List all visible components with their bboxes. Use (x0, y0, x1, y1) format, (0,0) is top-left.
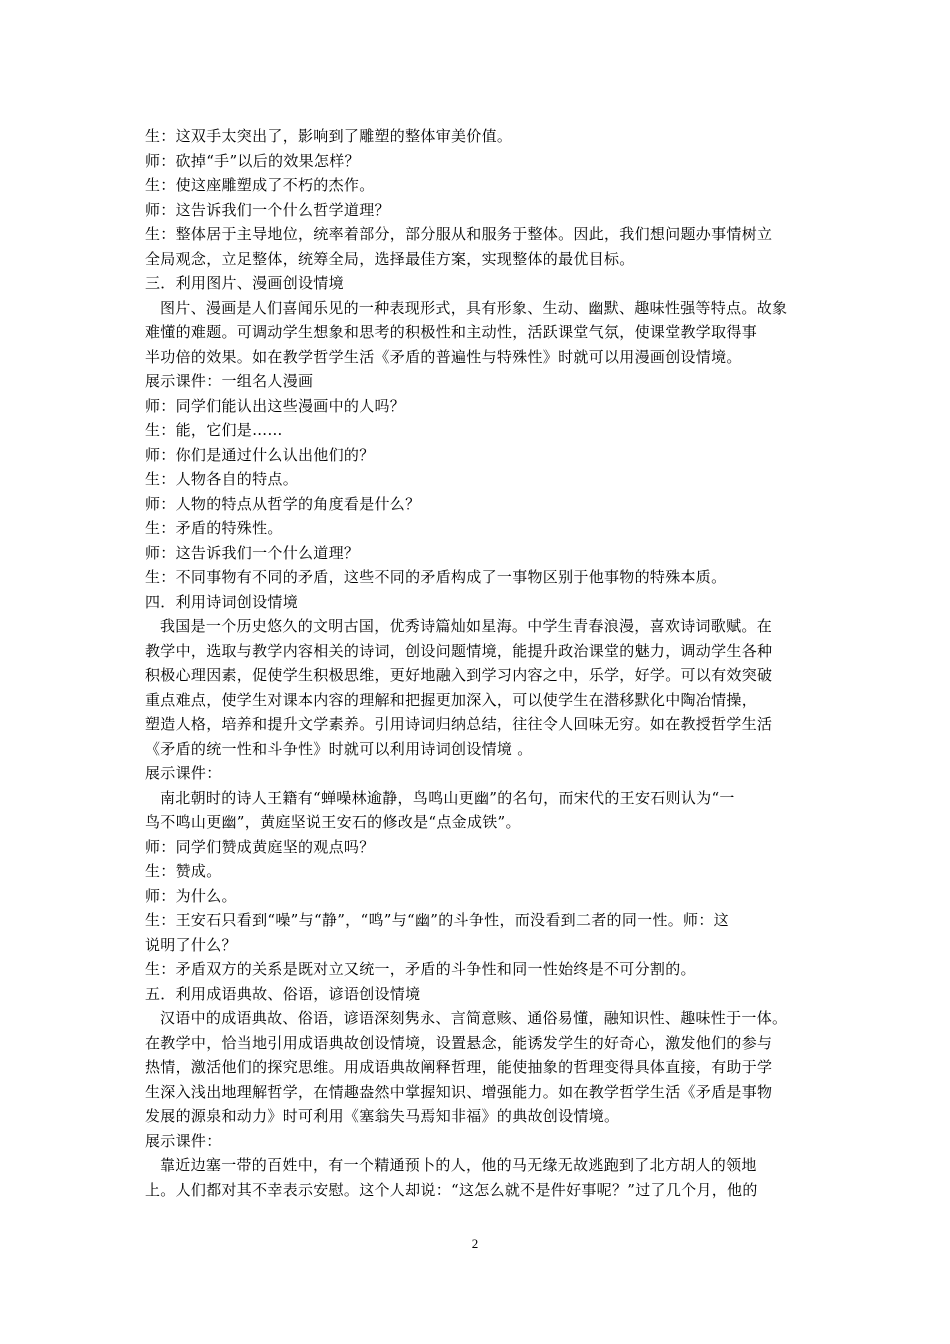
paragraph-line: 塑造人格，培养和提升文学素养。引用诗词归纳总结，往往令人回味无穷。如在教授哲学生活 (145, 715, 773, 733)
page-number: 2 (471, 1236, 479, 1251)
paragraph-line: 《矛盾的统一性和斗争性》时就可以利用诗词创设情境 。 (145, 739, 533, 758)
paragraph-line: 鸟不鸣山更幽”，黄庭坚说王安石的修改是“点金成铁”。 (145, 813, 521, 831)
paragraph-line: 难懂的难题。可调动学生想象和思考的积极性和主动性，活跃课堂气氛，使课堂教学取得事 (145, 323, 758, 341)
text-line: 展示课件：一组名人漫画 (145, 372, 314, 390)
text-line: 师：人物的特点从哲学的角度看是什么？ (145, 494, 421, 513)
paragraph-line: 热情，激活他们的探究思维。用成语典故阐释哲理，能使抽象的哲理变得具体直接，有助于学 (145, 1058, 773, 1076)
section-heading: 四．利用诗词创设情境 (145, 592, 299, 611)
text-line: 全局观念，立足整体，统筹全局，选择最佳方案，实现整体的最优目标。 (145, 249, 635, 268)
text-line: 师：你们是通过什么认出他们的？ (145, 445, 375, 464)
text-line: 展示课件： (145, 1131, 222, 1150)
text-line: 生：矛盾双方的关系是既对立又统一，矛盾的斗争性和同一性始终是不可分割的。 (145, 960, 696, 978)
text-line: 生：使这座雕塑成了不朽的杰作。 (145, 176, 375, 194)
text-line: 师：同学们能认出这些漫画中的人吗？ (145, 396, 406, 415)
text-line: 生：这双手太突出了，影响到了雕塑的整体审美价值。 (145, 127, 513, 145)
text-line: 生：王安石只看到“噪”与“静”，“鸣”与“幽”的斗争性，而没看到二者的同一性。师：这 (145, 911, 729, 929)
text-line: 师：为什么。 (145, 886, 237, 905)
paragraph-line: 重点难点，使学生对课本内容的理解和把握更加深入，可以使学生在潜移默化中陶冶情操， (145, 690, 758, 709)
paragraph-line: 我国是一个历史悠久的文明古国，优秀诗篇灿如星海。中学生青春浪漫，喜欢诗词歌赋。在 (160, 617, 773, 635)
paragraph-line: 汉语中的成语典故、俗语，谚语深刻隽永、言简意赅、通俗易懂，融知识性、趣味性于一体。 (160, 1009, 788, 1027)
text-line: 展示课件： (145, 764, 222, 782)
text-line: 生：能，它们是…… (145, 421, 283, 439)
paragraph-line: 上。人们都对其不幸表示安慰。这个人却说：“这怎么就不是件好事呢？”过了几个月，他的 (145, 1180, 758, 1199)
text-line: 生：整体居于主导地位，统率着部分，部分服从和服务于整体。因此，我们想问题办事情树立 (145, 225, 773, 243)
paragraph-line: 图片、漫画是人们喜闻乐见的一种表现形式，具有形象、生动、幽默、趣味性强等特点。故象 (160, 298, 788, 317)
text-line: 说明了什么？ (145, 935, 237, 954)
text-line: 生：赞成。 (145, 862, 222, 880)
paragraph-line: 发展的源泉和动力》时可利用《塞翁失马焉知非福》的典故创设情境。 (145, 1107, 620, 1125)
paragraph-line: 生深入浅出地理解哲学，在情趣盎然中掌握知识、增强能力。如在教学哲学生活《矛盾是事物 (145, 1082, 773, 1101)
text-line: 师：这告诉我们一个什么道理？ (145, 543, 360, 562)
paragraph-line: 半功倍的效果。如在教学哲学生活《矛盾的普遍性与特殊性》时就可以用漫画创设情境。 (145, 347, 742, 366)
text-line: 师：砍掉“手”以后的效果怎样？ (145, 151, 360, 170)
paragraph-line: 靠近边塞一带的百姓中，有一个精通预卜的人，他的马无缘无故逃跑到了北方胡人的领地 (160, 1156, 757, 1174)
text-line: 生：人物各自的特点。 (145, 470, 299, 488)
section-heading: 三．利用图片、漫画创设情境 (145, 274, 344, 292)
page-body (145, 124, 809, 1202)
text-line: 师：同学们赞成黄庭坚的观点吗？ (145, 837, 375, 856)
text-line: 师：这告诉我们一个什么哲学道理？ (145, 200, 390, 219)
section-heading: 五．利用成语典故、俗语，谚语创设情境 (145, 984, 421, 1003)
text-line: 生：不同事物有不同的矛盾，这些不同的矛盾构成了一事物区别于他事物的特殊本质。 (145, 568, 727, 586)
paragraph-line: 积极心理因素，促使学生积极思维，更好地融入到学习内容之中，乐学，好学。可以有效突破 (145, 666, 773, 684)
text-line: 生：矛盾的特殊性。 (145, 519, 283, 537)
paragraph-line: 教学中，选取与教学内容相关的诗词，创设问题情境，能提升政治课堂的魅力，调动学生各种 (145, 641, 773, 660)
paragraph-line: 在教学中，恰当地引用成语典故创设情境，设置悬念，能诱发学生的好奇心，激发他们的参与 (145, 1033, 773, 1052)
paragraph-line: 南北朝时的诗人王籍有“蝉噪林逾静，鸟鸣山更幽”的名句，而宋代的王安石则认为“一 (160, 788, 735, 807)
